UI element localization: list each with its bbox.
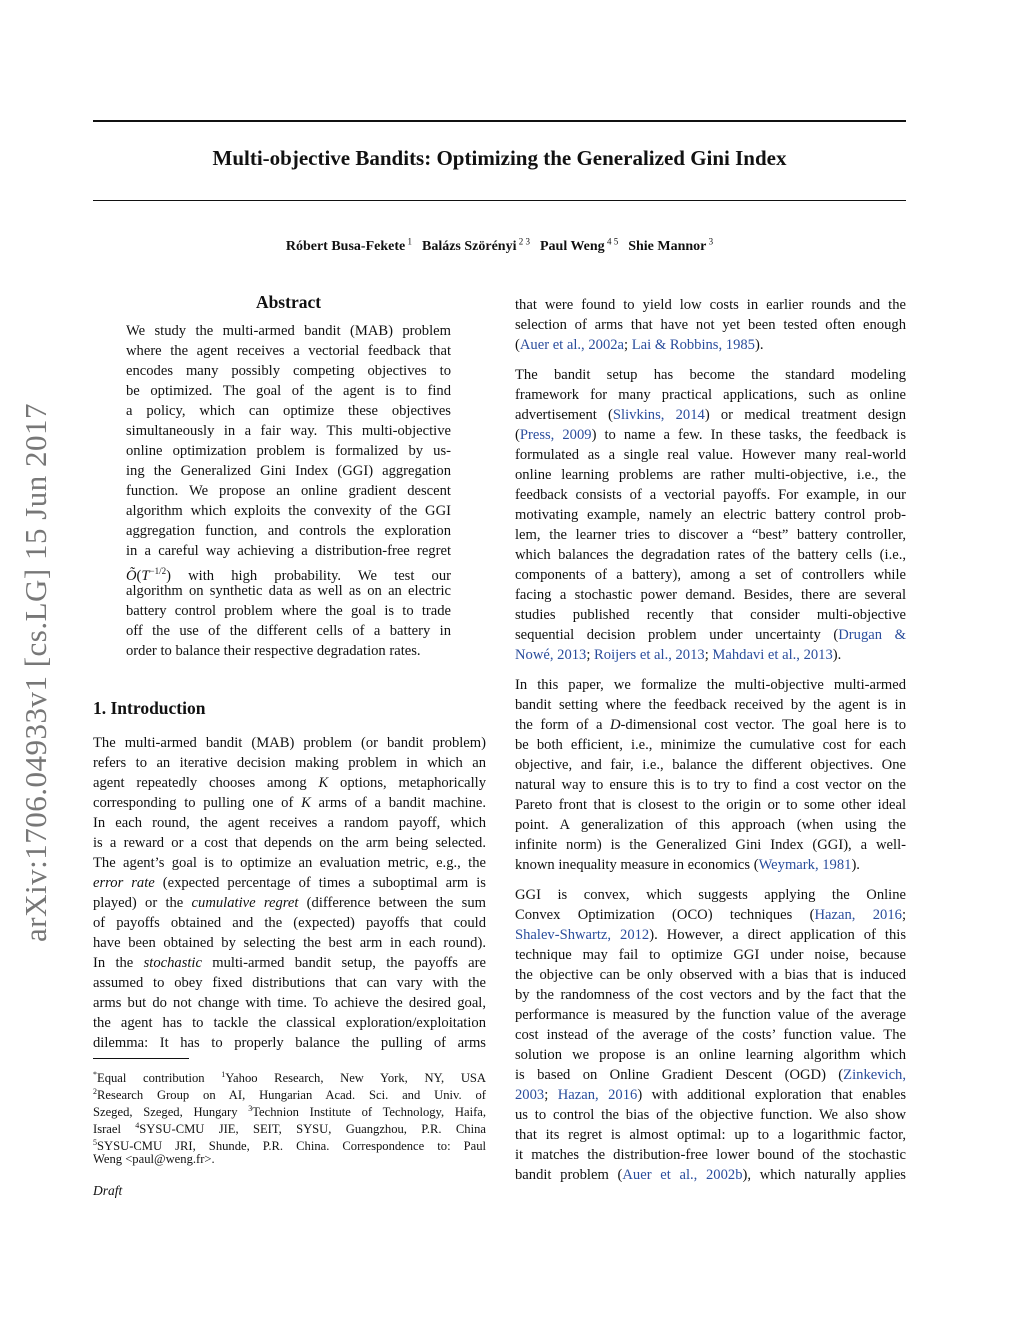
text-line: in a careful way achieving a distribution-free regret: [126, 543, 451, 559]
text-line: known inequality measure in economics (Weymark, 1981).: [515, 857, 860, 873]
text-line: agent repeatedly chooses among K options, metaphorically: [93, 775, 487, 791]
author-affiliation: 2 3: [516, 236, 530, 246]
author-name: Balázs Szörényi $^{2 3}$: [421, 236, 530, 254]
paper-title: Multi-objective Bandits: Optimizing the Generalized Gini Index: [212, 146, 787, 170]
text-line: ing the Generalized Gini Index (GGI) aggregation: [126, 463, 451, 479]
text-line: Shalev-Shwartz, 2012). However, a direct application of this: [515, 927, 906, 943]
text-line: formulated as a single real value. However many real-world: [515, 447, 906, 463]
text-line: sequential decision problem under uncertainty (Drugan &: [515, 627, 906, 643]
footnote-line: Szeged, Szeged, Hungary $^3$Technion Institute of Technology, Haifa,: [93, 1104, 487, 1120]
text-line: In the stochastic multi-armed bandit setup, the payoffs are: [93, 955, 486, 971]
author-list: [93, 236, 906, 255]
paragraph-gap: [515, 875, 906, 885]
text-line: battery control problem where the goal is to trade: [126, 603, 451, 619]
text-line: Pareto front that is closest to the origin or to some other ideal: [515, 797, 906, 813]
text-line: have been obtained by selecting the best arm in each round).: [93, 935, 486, 951]
title-rule-bottom: [93, 200, 906, 201]
text-line: Nowé, 2013; Roijers et al., 2013; Mahdavi et al., 2013).: [515, 647, 842, 663]
text-line: motivating example, namely an electric battery control prob-: [515, 507, 906, 523]
text-line: encodes many possibly competing objectives to: [126, 363, 451, 379]
text-line: objective, and fair, i.e., balance the different objectives. One: [515, 757, 906, 773]
text-line: off the use of the different cells of a battery in: [126, 623, 451, 639]
draft-label: Draft: [93, 1183, 123, 1198]
text-line: We study the multi-armed bandit (MAB) problem: [126, 323, 451, 339]
text-line: $Õ(T^{-1/2})$ with high probability. We test our: [126, 566, 451, 584]
text-line: framework for many practical applications, such as online: [515, 387, 906, 403]
text-line: algorithm on synthetic data as well as on an electric: [126, 583, 451, 599]
author-name: Shie Mannor $^3$: [628, 236, 714, 254]
text-line: the form of a D-dimensional cost vector. The goal here is to: [515, 717, 906, 733]
text-line: of payoffs obtained and the (expected) payoffs that could: [93, 915, 486, 931]
author-name: Róbert Busa-Fekete $^1$: [285, 236, 412, 254]
text-line: The multi-armed bandit (MAB) problem (or bandit problem): [93, 735, 486, 751]
text-line: bandit problem (Auer et al., 2002b), which naturally applies: [515, 1167, 906, 1183]
text-line: be both efficient, i.e., minimize the cumulative cost for each: [515, 737, 906, 753]
text-line: online optimization problem is formalized by us-: [126, 443, 451, 459]
text-line: corresponding to pulling one of K arms of a bandit machine.: [93, 795, 486, 811]
text-line: natural way to ensure this is to try to find a cost vector on the: [515, 777, 906, 793]
text-line: studies published recently that consider multi-objective: [515, 607, 906, 623]
author-affiliation: 4 5: [604, 236, 619, 246]
text-line: assumed to obey fixed distributions that can vary with the: [93, 975, 486, 991]
text-line: (Auer et al., 2002a; Lai & Robbins, 1985).: [515, 337, 764, 353]
arxiv-identifier: arXiv:1706.04933v1 [cs.LG] 15 Jun 2017: [18, 402, 53, 942]
title-rule-top: [93, 120, 906, 122]
text-line: order to balance their respective degradation rates.: [126, 643, 421, 659]
text-line: it matches the distribution-free lower bound of the stochastic: [515, 1147, 906, 1163]
text-line: which balances the degradation rates of the battery cells (i.e.,: [515, 547, 906, 563]
text-line: infinite norm) is the Generalized Gini Index (GGI), a well-: [515, 837, 906, 853]
text-line: GGI is convex, which suggests applying the Online: [515, 887, 906, 903]
author-affiliation: 1: [405, 236, 412, 246]
text-line: In each round, the agent receives a random payoff, which: [93, 815, 486, 831]
text-line: The agent’s goal is to optimize an evaluation metric, e.g., the: [93, 855, 486, 871]
text-line: lem, the learner tries to discover a “best” battery controller,: [515, 527, 906, 543]
text-line: online learning problems are rather multi-objective, i.e., the: [515, 467, 906, 483]
text-line: be optimized. The goal of the agent is to find: [126, 383, 451, 399]
paragraph-gap: [515, 665, 906, 675]
text-line: refers to an iterative decision making problem in which an: [93, 755, 486, 771]
text-line: that were found to yield low costs in earlier rounds and the: [515, 297, 906, 313]
text-line: components of a battery), among a set of controllers while: [515, 567, 906, 583]
abstract-body: [126, 321, 451, 661]
text-line: played) or the cumulative regret (difference between the sum: [93, 895, 486, 911]
text-line: us to control the bias of the objective function. We also show: [515, 1107, 906, 1123]
footnote-line: $^2$Research Group on AI, Hungarian Acad. Sci. and Univ. of: [93, 1087, 486, 1103]
text-line: the agent has to tackle the classical exploration/exploitation: [93, 1015, 486, 1031]
text-line: is based on Online Gradient Descent (OGD) (Zinkevich,: [515, 1067, 906, 1083]
text-line: solution we propose is an online learning algorithm which: [515, 1047, 906, 1063]
paragraph-gap: [515, 355, 906, 365]
text-line: facing a stochastic power demand. Besides, there are several: [515, 587, 906, 603]
text-line: arms but do not change with time. To achieve the desired goal,: [93, 995, 486, 1011]
abstract-heading: Abstract: [255, 292, 322, 312]
footnote-line: *Equal contribution $^1$Yahoo Research, New York, NY, USA: [93, 1070, 487, 1086]
text-line: a policy, which can optimize these objectives: [126, 403, 451, 419]
text-line: that its regret is almost optimal: up to a logarithmic factor,: [515, 1127, 906, 1143]
text-line: aggregation function, and controls the exploration: [126, 523, 451, 539]
text-line: the objective can be only observed with a bias that is induced: [515, 967, 906, 983]
text-line: performance is measured by the function value of the average: [515, 1007, 906, 1023]
section-heading-introduction: 1. Introduction: [93, 698, 206, 718]
footnotes: [93, 1066, 486, 1168]
text-line: The bandit setup has become the standard modeling: [515, 367, 906, 383]
text-line: advertisement (Slivkins, 2014) or medical treatment design: [515, 407, 906, 423]
text-line: function. We propose an online gradient descent: [126, 483, 451, 499]
footnote-line: Weng <paul@weng.fr>.: [93, 1152, 215, 1166]
text-line: Convex Optimization (OCO) techniques (Hazan, 2016;: [515, 907, 906, 923]
text-line: In this paper, we formalize the multi-objective multi-armed: [515, 677, 906, 693]
text-line: feedback consists of a vectorial payoffs. For example, in our: [515, 487, 906, 503]
author-name: Paul Weng $^{4 5}$: [539, 236, 619, 254]
footnote-rule: [93, 1058, 189, 1059]
right-column-body: [515, 295, 906, 1185]
author-affiliation: 3: [706, 236, 714, 246]
text-line: by the randomness of the cost vectors and by the fact that the: [515, 987, 906, 1003]
text-line: where the agent receives a vectorial feedback that: [126, 343, 451, 359]
text-line: cost instead of the average of the costs’ function value. The: [515, 1027, 906, 1043]
text-line: is a reward or a cost that depends on the arm being selected.: [93, 835, 486, 851]
text-line: 2003; Hazan, 2016) with additional exploration that enables: [515, 1087, 907, 1103]
text-line: simultaneously in a fair way. This multi-objective: [126, 423, 451, 439]
text-line: (Press, 2009) to name a few. In these tasks, the feedback is: [515, 427, 906, 443]
text-line: point. A generalization of this approach (when using the: [515, 817, 906, 833]
footnote-line: $^5$SYSU-CMU JRI, Shunde, P.R. China. Correspondence to: Paul: [93, 1138, 486, 1154]
text-line: technique may fail to optimize GGI under noise, because: [515, 947, 906, 963]
text-line: dilemma: It has to properly balance the pulling of arms: [93, 1035, 486, 1051]
text-line: bandit setting where the feedback received by the agent is in: [515, 697, 906, 713]
text-line: algorithm which exploits the convexity of the GGI: [126, 503, 451, 519]
footnote-line: Israel $^4$SYSU-CMU JIE, SEIT, SYSU, Guangzhou, P.R. China: [93, 1121, 486, 1137]
text-line: error rate (expected percentage of times a suboptimal arm is: [93, 875, 486, 891]
introduction-body: [93, 733, 486, 1053]
text-line: selection of arms that have not yet been tested often enough: [515, 317, 906, 333]
